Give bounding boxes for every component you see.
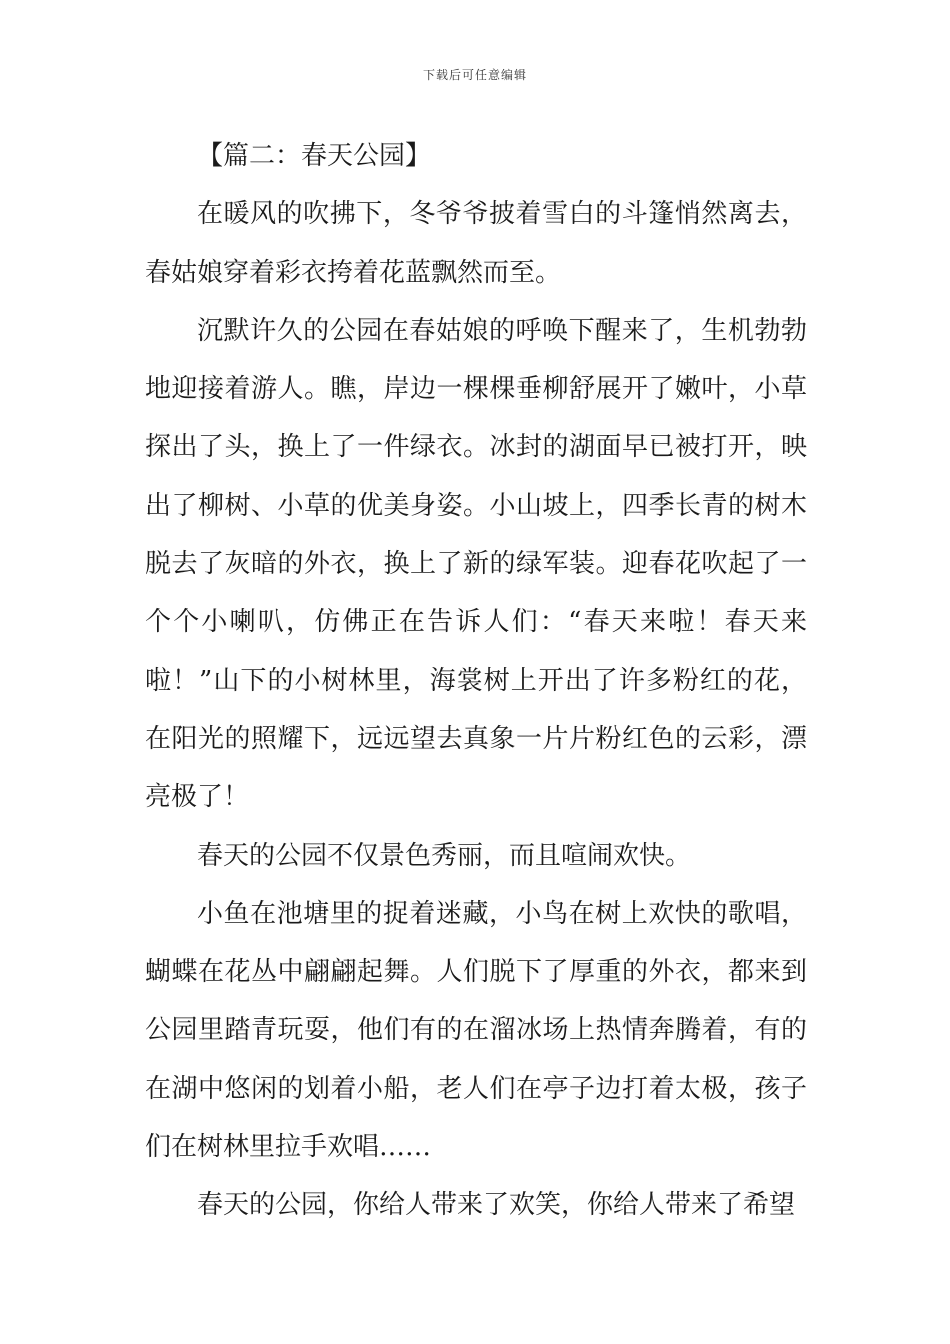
paragraph-3: 春天的公园不仅景色秀丽，而且喧闹欢快。 [197,840,692,871]
document-body [145,127,807,1235]
section-heading: 【篇二：春天公园】 [197,141,432,171]
paragraph-5: 春天的公园，你给人带来了欢笑，你给人带来了希望 [197,1190,796,1221]
paragraph-4: 小鱼在池塘里的捉着迷藏，小鸟在树上欢快的歌唱，蝴蝶在花丛中翩翩起舞。人们脱下了厚重的外衣，都来到公园里踏青玩耍，他们有的在溜冰场上热情奔腾着，有的在湖中悠闲的划着小船，老人们在亭子边打着太极，孩子们在树林里拉手欢唱…… [145,898,807,1163]
header-note: 下载后可任意编辑 [422,68,527,82]
paragraph-2: 沉默许久的公园在春姑娘的呼唤下醒来了，生机勃勃地迎接着游人。瞧，岸边一棵棵垂柳舒展开了嫩叶，小草探出了头，换上了一件绿衣。冰封的湖面早已被打开，映出了柳树、小草的优美身姿。小山坡上，四季长青的树木脱去了灰暗的外衣，换上了新的绿军装。迎春花吹起了一个个小喇叭，仿佛正在告诉人们：“春天来啦！春天来啦！”山下的小树林里，海裳树上开出了许多粉红的花，在阳光的照耀下，远远望去真象一片片粉红色的云彩，漂亮极了！ [145,315,807,813]
paragraph-1: 在暖风的吹拂下，冬爷爷披着雪白的斗篷悄然离去，春姑娘穿着彩衣挎着花蓝飘然而至。 [145,199,807,288]
